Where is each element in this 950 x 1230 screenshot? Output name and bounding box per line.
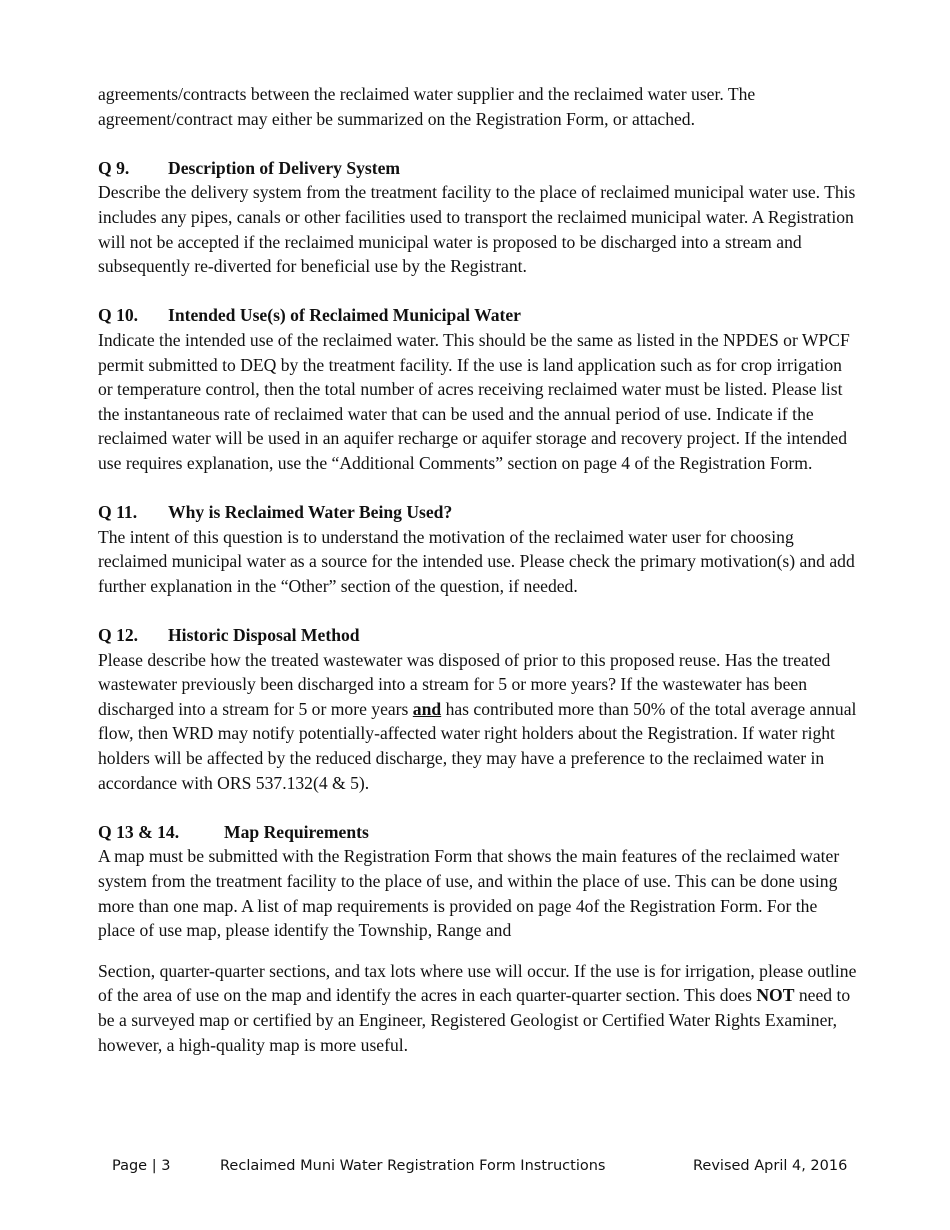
section-heading: [98, 303, 858, 328]
footer-document-title: Reclaimed Muni Water Registration Form Instructions: [220, 1158, 606, 1174]
body-text: has contributed more than 50% of the total average annual flow, then WRD may notify potentially-affected water right holders about the Registration. If water right holders will be affected by the reduced discharge, they may have a preference to the reclaimed water in accordance with ORS 537.132(4 & 5).: [98, 698, 857, 793]
section-title: Historic Disposal Method: [168, 625, 360, 646]
section-title: Why is Reclaimed Water Being Used?: [168, 502, 453, 523]
section-title: Map Requirements: [224, 821, 369, 842]
body-text: Please describe how the treated wastewater was disposed of prior to this proposed reuse. Has the treated wastewater previously been discharged into a stream for 5 or more years? If the wastewater has been discharged into a stream for 5 or more years: [98, 649, 831, 719]
section-heading: [98, 623, 858, 648]
section-body: The intent of this question is to understand the motivation of the reclaimed water user for choosing reclaimed municipal water as a source for the intended use. Please check the primary motivation(s) and add further explanation in the “Other” section of the question, if needed.: [98, 526, 855, 596]
section-q13-14: [98, 820, 858, 1057]
section-number: Q 13 & 14.: [98, 821, 180, 842]
section-number: Q 10.: [98, 305, 139, 326]
section-number: Q 11.: [98, 502, 138, 523]
section-q10: [98, 303, 858, 475]
section-q12: [98, 623, 858, 795]
section-title: Intended Use(s) of Reclaimed Municipal Water: [168, 305, 521, 326]
document-page: [98, 82, 858, 1057]
footer-revised-date: Revised April 4, 2016: [693, 1158, 848, 1174]
section-body: Describe the delivery system from the treatment facility to the place of reclaimed municipal water use. This includes any pipes, canals or other facilities used to transport the reclaimed municipal water. A Registration will not be accepted if the reclaimed municipal water is proposed to be discharged into a stream and subsequently re-diverted for beneficial use by the Registrant.: [98, 182, 856, 277]
section-q11: [98, 500, 858, 598]
section-heading: [98, 156, 858, 181]
intro-paragraph: agreements/contracts between the reclaimed water supplier and the reclaimed water user. The agreement/contract may either be summarized on the Registration Form, or attached.: [98, 84, 756, 129]
section-q9: [98, 156, 858, 279]
section-number: Q 12.: [98, 625, 139, 646]
emphasis-not: NOT: [756, 985, 795, 1006]
body-text: need to be a surveyed map or certified by an Engineer, Registered Geologist or Certified Water Rights Examiner, however, a high-quality map is more useful.: [98, 985, 851, 1055]
section-body: [98, 648, 858, 796]
body-text: Section, quarter-quarter sections, and tax lots where use will occur. If the use is for irrigation, please outline of the area of use on the map and identify the acres in each quarter-quarter section. This does: [98, 960, 857, 1006]
emphasis-and: and: [412, 698, 442, 719]
section-heading: [98, 500, 858, 525]
section-body-continued: [98, 959, 858, 1057]
section-body: A map must be submitted with the Registration Form that shows the main features of the reclaimed water system from the treatment facility to the place of use, and within the place of use. This can be done using more than one map. A list of map requirements is provided on page 4of the Registration Form. For the place of use map, please identify the Township, Range and: [98, 846, 840, 941]
footer-page-number: Page | 3: [112, 1158, 171, 1174]
section-body: Indicate the intended use of the reclaimed water. This should be the same as listed in the NPDES or WPCF permit submitted to DEQ by the treatment facility. If the use is land application such as for crop irrigation or temperature control, then the total number of acres receiving reclaimed water must be listed. Please list the instantaneous rate of reclaimed water that can be used and the annual period of use. Indicate if the reclaimed water will be used in an aquifer recharge or aquifer storage and recovery project. If the intended use requires explanation, use the “Additional Comments” section on page 4 of the Registration Form.: [98, 329, 850, 473]
section-number: Q 9.: [98, 157, 130, 178]
section-heading: [98, 820, 858, 845]
section-title: Description of Delivery System: [168, 157, 401, 178]
